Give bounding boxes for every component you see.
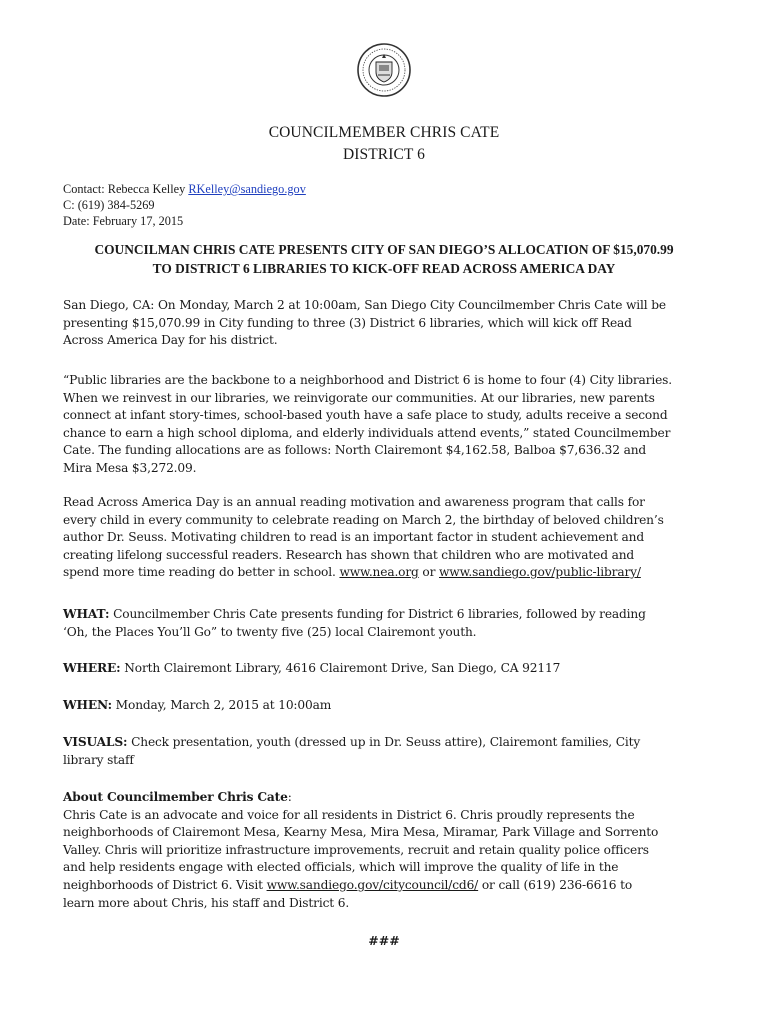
contact-phone: C: (619) 384-5269 bbox=[63, 198, 155, 213]
about-line: and help residents engage with elected officials, which will improve the quality of life in the bbox=[63, 860, 619, 875]
where-line bbox=[63, 660, 713, 678]
headline-line-1: COUNCILMAN CHRIS CATE PRESENTS CITY OF SAN DIEGO’S ALLOCATION OF $15,070.99 bbox=[94, 242, 674, 257]
press-headline bbox=[40, 240, 728, 278]
paragraph-line: San Diego, CA: On Monday, March 2 at 10:00am, San Diego City Councilmember Chris Cate will be bbox=[63, 298, 666, 312]
visuals-label: VISUALS: bbox=[63, 735, 128, 749]
where-section bbox=[63, 660, 713, 678]
headline-line-2: TO DISTRICT 6 LIBRARIES TO KICK-OFF READ ACROSS AMERICA DAY bbox=[152, 261, 616, 276]
when-line bbox=[63, 697, 713, 715]
visuals-text: Check presentation, youth (dressed up in Dr. Seuss attire), Clairemont families, City bbox=[127, 735, 641, 749]
what-text: Councilmember Chris Cate presents funding for District 6 libraries, followed by reading bbox=[109, 607, 646, 621]
visuals-line-1 bbox=[63, 734, 713, 752]
contact-date: Date: February 17, 2015 bbox=[63, 214, 184, 229]
nea-link[interactable]: www.nea.org bbox=[339, 565, 419, 580]
councilmember-name: COUNCILMEMBER CHRIS CATE bbox=[268, 124, 500, 141]
about-heading-line bbox=[63, 789, 713, 807]
where-text: North Clairemont Library, 4616 Clairemont Drive, San Diego, CA 92117 bbox=[120, 661, 561, 675]
when-text: Monday, March 2, 2015 at 10:00am bbox=[111, 698, 332, 712]
paragraph-line: Across America Day for his district. bbox=[63, 333, 278, 348]
read-across-america-paragraph bbox=[63, 494, 713, 582]
paragraph-line: every child in every community to celebrate reading on March 2, the birthday of beloved children’s bbox=[63, 512, 664, 527]
paragraph-line bbox=[63, 564, 713, 582]
about-visit-line bbox=[63, 877, 713, 895]
about-line: learn more about Chris, his staff and District 6. bbox=[63, 895, 350, 910]
paragraph-line: Cate. The funding allocations are as follows: North Clairemont $4,162.58, Balboa $7,636.32 and bbox=[63, 443, 647, 458]
where-label: WHERE: bbox=[63, 661, 121, 675]
about-text: neighborhoods of District 6. Visit bbox=[63, 877, 267, 892]
paragraph-line: presenting $15,070.99 in City funding to three (3) District 6 libraries, which will kick off Read bbox=[63, 315, 632, 330]
visuals-line-2: library staff bbox=[63, 752, 134, 767]
about-line: neighborhoods of Clairemont Mesa, Kearny Mesa, Mira Mesa, Miramar, Park Village and Sorrento bbox=[63, 825, 659, 840]
paragraph-line: Read Across America Day is an annual reading motivation and awareness program that calls for bbox=[63, 495, 645, 509]
quote-paragraph bbox=[63, 372, 713, 478]
paragraph-line: chance to earn a high school diploma, and elderly individuals attend events,” stated Councilmember bbox=[63, 425, 671, 440]
paragraph-line: Mira Mesa $3,272.09. bbox=[63, 460, 197, 475]
what-line-1 bbox=[63, 606, 713, 624]
contact-label: Contact: Rebecca Kelley bbox=[63, 182, 186, 196]
about-colon: : bbox=[287, 790, 292, 804]
intro-paragraph bbox=[63, 297, 713, 350]
end-mark: ### bbox=[368, 933, 400, 948]
city-seal-icon bbox=[356, 42, 412, 98]
paragraph-line: When we reinvest in our libraries, we reinvigorate our communities. At our libraries, new parents bbox=[63, 390, 655, 405]
district-heading: DISTRICT 6 bbox=[342, 146, 426, 163]
when-label: WHEN: bbox=[63, 698, 112, 712]
about-section bbox=[63, 789, 713, 912]
about-line: Valley. Chris will prioritize infrastructure improvements, recruit and retain quality police officers bbox=[63, 842, 649, 857]
paragraph-line: author Dr. Seuss. Motivating children to read is an important factor in student achievement and bbox=[63, 530, 645, 545]
contact-line bbox=[63, 181, 306, 197]
what-section bbox=[63, 606, 713, 641]
paragraph-line: connect at infant story-times, school-based youth have a safe place to study, adults receive a second bbox=[63, 408, 668, 423]
visuals-section bbox=[63, 734, 713, 769]
about-line: Chris Cate is an advocate and voice for all residents in District 6. Chris proudly represents the bbox=[63, 807, 635, 822]
paragraph-text: spend more time reading do better in school. bbox=[63, 565, 340, 580]
public-library-link[interactable]: www.sandiego.gov/public-library/ bbox=[439, 565, 641, 580]
contact-block bbox=[63, 181, 306, 230]
what-label: WHAT: bbox=[63, 607, 110, 621]
when-section bbox=[63, 697, 713, 715]
contact-email-link[interactable]: RKelley@sandiego.gov bbox=[188, 182, 306, 196]
paragraph-line: creating lifelong successful readers. Research has shown that children who are motivated and bbox=[63, 547, 635, 562]
what-line-2: ‘Oh, the Places You’ll Go” to twenty five (25) local Clairemont youth. bbox=[63, 624, 477, 639]
about-text: or call (619) 236-6616 to bbox=[478, 877, 633, 892]
cd6-link[interactable]: www.sandiego.gov/citycouncil/cd6/ bbox=[266, 877, 479, 892]
paragraph-line: “Public libraries are the backbone to a neighborhood and District 6 is home to four (4) City libraries. bbox=[63, 373, 672, 387]
about-heading: About Councilmember Chris Cate bbox=[63, 790, 288, 804]
paragraph-text: or bbox=[418, 565, 439, 580]
